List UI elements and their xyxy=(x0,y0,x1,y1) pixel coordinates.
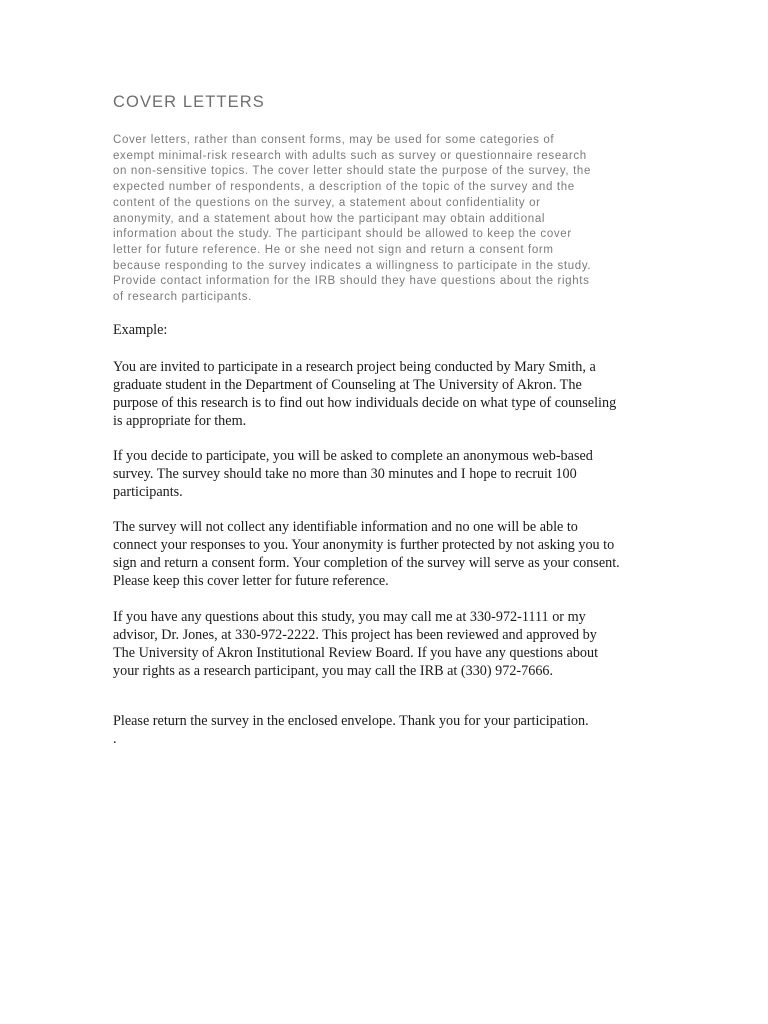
letter-line: participants. xyxy=(113,483,183,500)
letter-line: sign and return a consent form. Your completion of the survey will serve as your consent. xyxy=(113,554,620,571)
letter-line: survey. The survey should take no more than 30 minutes and I hope to recruit 100 xyxy=(113,465,577,482)
intro-line: of research participants. xyxy=(113,291,252,304)
letter-paragraph-invitation xyxy=(113,359,658,431)
letter-line: If you have any questions about this study, you may call me at 330-972-1111 or my xyxy=(113,609,586,625)
letter-line: Please keep this cover letter for future reference. xyxy=(113,572,389,589)
example-label-text: Example: xyxy=(113,322,168,338)
letter-paragraph-closing xyxy=(113,713,658,731)
letter-line: The University of Akron Institutional Review Board. If you have any questions about xyxy=(113,644,599,661)
intro-line: Provide contact information for the IRB should they have questions about the rights xyxy=(113,275,590,288)
letter-paragraph-anonymity xyxy=(113,519,658,591)
letter-line: your rights as a research participant, you may call the IRB at (330) 972-7666. xyxy=(113,662,554,679)
letter-line: Please return the survey in the enclosed envelope. Thank you for your participation. xyxy=(113,713,589,729)
intro-line: on non-sensitive topics. The cover letter should state the purpose of the survey, the xyxy=(113,165,592,178)
intro-line: anonymity, and a statement about how the participant may obtain additional xyxy=(113,212,546,225)
trailing-mark xyxy=(113,731,658,749)
intro-line: because responding to the survey indicates a willingness to participate in the study. xyxy=(113,259,592,272)
page-title: COVER LETTERS xyxy=(113,93,265,111)
letter-line: You are invited to participate in a research project being conducted by Mary Smith, a xyxy=(113,359,596,375)
letter-paragraph-procedure xyxy=(113,448,658,502)
letter-paragraph-contact xyxy=(113,609,658,681)
letter-line: connect your responses to you. Your anonymity is further protected by not asking you to xyxy=(113,536,615,553)
example-label xyxy=(113,322,658,340)
intro-line: exempt minimal-risk research with adults such as survey or questionnaire research xyxy=(113,149,587,162)
letter-line: is appropriate for them. xyxy=(113,412,247,429)
intro-line: information about the study. The participant should be allowed to keep the cover xyxy=(113,228,572,241)
intro-line: letter for future reference. He or she need not sign and return a consent form xyxy=(113,243,554,256)
intro-line: content of the questions on the survey, a statement about confidentiality or xyxy=(113,196,541,209)
intro-line: expected number of respondents, a description of the topic of the survey and the xyxy=(113,181,575,194)
letter-line: If you decide to participate, you will be asked to complete an anonymous web-based xyxy=(113,448,593,464)
intro-paragraph xyxy=(113,133,653,306)
trailing-mark-text: . xyxy=(113,731,117,747)
letter-line: advisor, Dr. Jones, at 330-972-2222. This project has been reviewed and approved by xyxy=(113,626,597,643)
letter-line: The survey will not collect any identifiable information and no one will be able to xyxy=(113,519,578,535)
intro-line: Cover letters, rather than consent forms, may be used for some categories of xyxy=(113,134,555,146)
letter-line: graduate student in the Department of Counseling at The University of Akron. The xyxy=(113,376,582,393)
letter-line: purpose of this research is to find out how individuals decide on what type of counseling xyxy=(113,394,617,411)
